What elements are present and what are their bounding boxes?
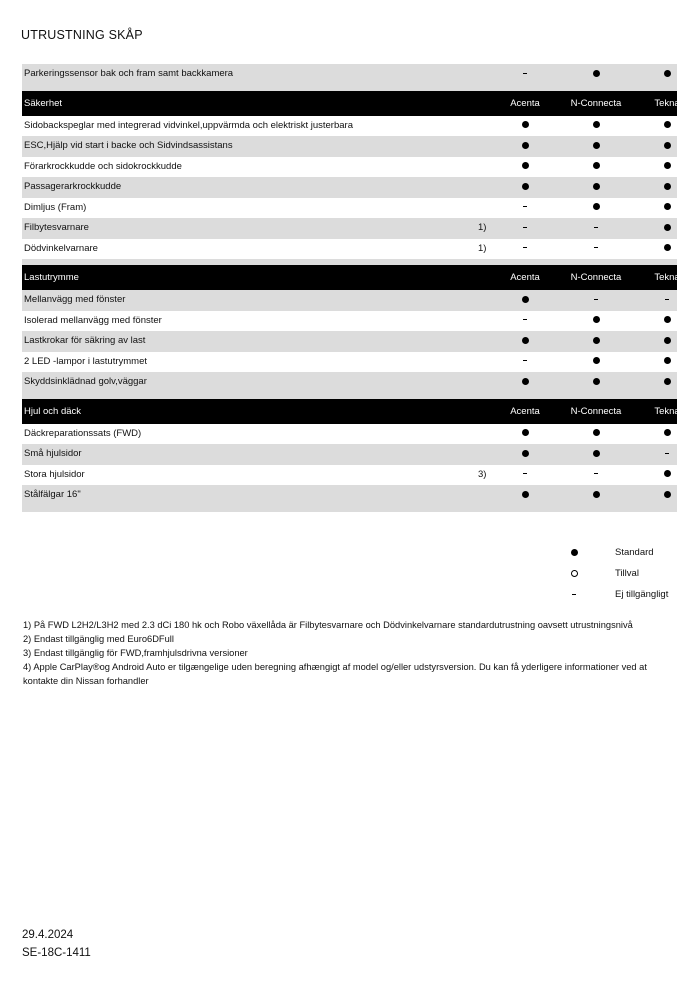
table-row [22,116,677,137]
row-label: Isolerad mellanvägg med fönster [24,314,162,326]
not-available-dash-icon [523,360,527,361]
section-title: Säkerhet [24,97,63,109]
page-title: UTRUSTNING SKÅP [21,28,143,42]
standard-dot-icon [664,203,671,210]
value-cell [495,485,555,506]
value-cell [637,157,697,178]
row-label: Lastkrokar för säkring av last [24,335,146,346]
standard-dot-icon [664,429,671,436]
not-available-dash-icon [523,73,527,74]
not-available-dash-icon [665,299,669,300]
standard-dot-icon [593,378,600,385]
legend-symbol [568,545,580,560]
row-label: 2 LED -lampor i lastutrymmet [24,355,148,367]
value-cell [637,64,697,85]
standard-dot-icon [664,183,671,190]
standard-dot-icon [664,121,671,128]
standard-dot-icon [664,162,671,169]
footnote: 2) Endast tillgänglig med Euro6DFull [23,634,174,644]
value-cell [495,116,555,137]
row-label: Mellanvägg med fönster [24,294,126,305]
standard-dot-icon [593,450,600,457]
value-cell [495,372,555,393]
table-row [22,177,677,198]
standard-dot-icon [664,316,671,323]
standard-dot-icon [593,142,600,149]
value-cell [566,465,626,486]
row-label: ESC,Hjälp vid start i backe och Sidvindsassistans [24,140,233,151]
value-cell [566,331,626,352]
column-header: Tekna [654,97,680,109]
standard-dot-icon [522,378,529,385]
legend-text: Ej tillgängligt [615,589,669,600]
value-cell [637,465,697,486]
legend [560,545,690,608]
not-available-dash-icon [594,473,598,474]
table-row [22,198,677,219]
value-cell [566,136,626,157]
value-cell [566,64,626,85]
row-label: Däckreparationssats (FWD) [24,427,142,439]
value-cell [495,177,555,198]
standard-dot-icon [593,316,600,323]
row-note: 1) [478,222,487,233]
column-header: Acenta [510,97,540,109]
value-cell [566,372,626,393]
standard-dot-icon [571,549,578,556]
standard-dot-icon [522,491,529,498]
table-row [22,465,677,486]
legend-text: Standard [615,547,654,558]
value-cell [566,239,626,260]
document-code: SE-18C-1411 [22,947,91,959]
not-available-dash-icon [523,206,527,207]
standard-dot-icon [664,244,671,251]
row-note: 3) [478,468,487,480]
standard-dot-icon [522,142,529,149]
not-available-dash-icon [572,594,576,595]
value-cell [495,352,555,373]
value-cell [495,444,555,465]
not-available-dash-icon [665,453,669,454]
value-cell [637,198,697,219]
table-row [22,64,677,85]
footnote: 4) Apple CarPlay®og Android Auto er tilgængelige uden beregning afhængigt af model og/eller udstyrsversion. Du kan få yderligere informationer ved at kontakte din Nissan forhandler [23,662,647,686]
value-cell [637,311,697,332]
column-header: Tekna [654,272,680,283]
row-label: Dimljus (Fram) [24,201,87,213]
document-date: 29.4.2024 [22,929,74,941]
footnote: 3) Endast tillgänglig för FWD,framhjulsdrivna versioner [23,648,248,658]
row-label: Parkeringssensor bak och fram samt backkamera [24,68,234,79]
standard-dot-icon [522,450,529,457]
not-available-dash-icon [523,473,527,474]
value-cell [495,465,555,486]
column-header: Acenta [510,405,540,417]
value-cell [566,157,626,178]
value-cell [637,290,697,311]
optional-ring-icon [571,570,578,577]
table-row [22,136,677,157]
standard-dot-icon [522,429,529,436]
not-available-dash-icon [594,299,598,300]
standard-dot-icon [522,337,529,344]
value-cell [637,352,697,373]
not-available-dash-icon [594,227,598,228]
section-title: Hjul och däck [24,405,82,417]
table-row [22,290,677,311]
row-label: Filbytesvarnare [24,222,89,233]
section-title: Lastutrymme [24,272,79,283]
not-available-dash-icon [594,247,598,248]
legend-item [560,545,690,566]
table-row [22,352,677,373]
table-row [22,485,677,506]
value-cell [637,218,697,239]
standard-dot-icon [593,121,600,128]
footnotes [23,618,653,688]
standard-dot-icon [593,429,600,436]
column-header: Tekna [654,405,680,417]
value-cell [566,444,626,465]
value-cell [566,198,626,219]
standard-dot-icon [522,162,529,169]
value-cell [566,424,626,445]
row-separator [22,506,677,512]
row-label: Stora hjulsidor [24,468,85,480]
row-label: Passagerarkrockkudde [24,181,122,192]
table-row [22,239,677,260]
value-cell [495,136,555,157]
section-header [22,265,680,290]
value-cell [637,239,697,260]
row-label: Dödvinkelvarnare [24,242,98,254]
value-cell [566,485,626,506]
legend-symbol [568,566,580,581]
row-note: 1) [478,242,487,254]
footnote: 1) På FWD L2H2/L3H2 med 2.3 dCi 180 hk och Robo växellåda är Filbytesvarnare och Dödvinkelvarnare standardutrustning oavsett utrustningsnivå [23,620,633,630]
not-available-dash-icon [523,227,527,228]
row-label: Stålfälgar 16" [24,489,81,500]
table-row [22,424,677,445]
standard-dot-icon [593,337,600,344]
value-cell [637,424,697,445]
column-header: N-Connecta [570,97,622,109]
value-cell [495,64,555,85]
legend-item [560,587,690,608]
not-available-dash-icon [523,247,527,248]
legend-item [560,566,690,587]
value-cell [637,444,697,465]
standard-dot-icon [664,337,671,344]
standard-dot-icon [593,491,600,498]
legend-text: Tillval [615,568,639,579]
standard-dot-icon [522,183,529,190]
section-header [22,91,680,116]
standard-dot-icon [664,142,671,149]
standard-dot-icon [664,224,671,231]
row-label: Skyddsinklädnad golv,väggar [24,376,147,387]
value-cell [495,239,555,260]
column-header: Acenta [510,272,540,283]
standard-dot-icon [593,162,600,169]
not-available-dash-icon [523,319,527,320]
value-cell [495,218,555,239]
value-cell [495,424,555,445]
value-cell [637,331,697,352]
value-cell [566,116,626,137]
table-row [22,311,677,332]
standard-dot-icon [593,70,600,77]
standard-dot-icon [522,296,529,303]
value-cell [637,116,697,137]
value-cell [566,177,626,198]
standard-dot-icon [593,203,600,210]
value-cell [566,218,626,239]
row-label: Sidobackspeglar med integrerad vidvinkel,uppvärmda och elektriskt justerbara [24,119,353,131]
standard-dot-icon [593,183,600,190]
row-label: Förarkrockkudde och sidokrockkudde [24,160,182,172]
standard-dot-icon [664,470,671,477]
table-row [22,372,677,393]
value-cell [566,352,626,373]
section-header [22,399,680,424]
table-row [22,218,677,239]
value-cell [637,372,697,393]
value-cell [637,177,697,198]
value-cell [637,136,697,157]
table-row [22,157,677,178]
value-cell [495,311,555,332]
value-cell [566,311,626,332]
value-cell [637,485,697,506]
legend-symbol [568,587,580,602]
value-cell [566,290,626,311]
column-header: N-Connecta [570,272,622,283]
row-label: Små hjulsidor [24,448,82,459]
table-row [22,444,677,465]
table-row [22,331,677,352]
value-cell [495,157,555,178]
standard-dot-icon [664,378,671,385]
value-cell [495,290,555,311]
standard-dot-icon [664,491,671,498]
value-cell [495,198,555,219]
standard-dot-icon [522,121,529,128]
column-header: N-Connecta [570,405,622,417]
standard-dot-icon [593,357,600,364]
value-cell [495,331,555,352]
standard-dot-icon [664,70,671,77]
equipment-table [22,64,680,512]
standard-dot-icon [664,357,671,364]
